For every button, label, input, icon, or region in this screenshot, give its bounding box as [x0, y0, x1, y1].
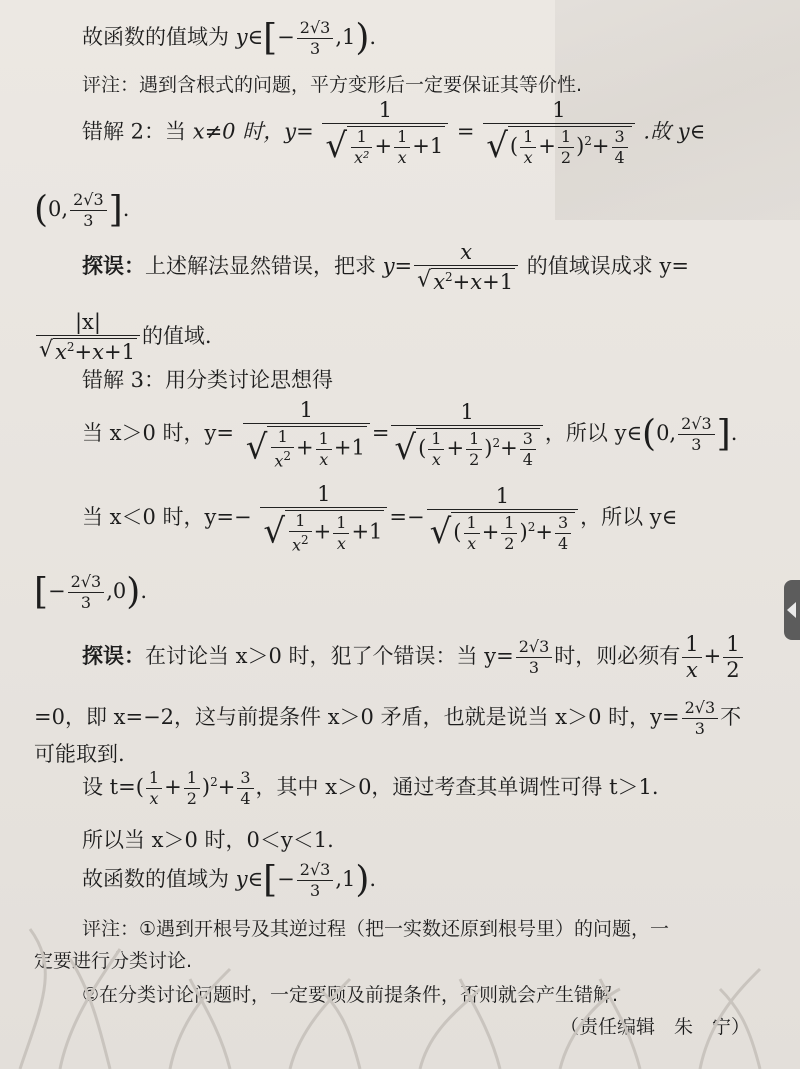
- fraction-x-sqrt: $\frac{x}{√x^2+x+1}$: [414, 242, 518, 293]
- side-tab[interactable]: [784, 580, 800, 640]
- comment-2b: 定要进行分类讨论.: [34, 950, 193, 972]
- contradiction-line-2: 可能取到.: [34, 742, 125, 766]
- editor-credit: （责任编辑 朱 宁）: [560, 1016, 751, 1038]
- so-line: 所以当 x＞0 时，0＜y＜1.: [82, 828, 334, 852]
- math: y∈: [235, 25, 264, 49]
- fraction-2sqrt3-3: $\frac{2√3}{3}$: [297, 20, 334, 57]
- explore-error-1: 探误：上述解法显然错误，把求 y= $\frac{x}{√x^2+x+1}$ 的值域误成求 y=: [82, 240, 689, 294]
- interval-0-2sqrt3-3: (0, $\frac{2√3}{3}$ ].: [34, 189, 130, 231]
- text: 故函数的值域为: [82, 25, 229, 49]
- case-positive: 当 x＞0 时，y= 1 √ $\frac{1}{x^2}$ + $\frac{1}{x}$ +1 = 1 √( $\frac{1}{x}$ + $\frac{1}{2}$ )$^2$+ $\frac{3}{4}$ ，所以 y∈(0, $\frac{2√3}{3}$ ].: [82, 398, 738, 471]
- fraction-absx-sqrt: $\frac{|x|}{√x^2+x+1}$: [36, 312, 140, 363]
- value-range-line-1: 故函数的值域为 y∈[− $\frac{2√3}{3}$ ,1).: [82, 17, 377, 59]
- explore-error-1b: $\frac{|x|}{√x^2+x+1}$ 的值域.: [34, 312, 212, 363]
- interval-neg: [− $\frac{2√3}{3}$ ,0).: [34, 571, 147, 613]
- wrong-solution-2: 错解 2：当 x≠0 时，y= 1 √ $\frac{1}{\text{x²}}$ + $\frac{1}{x}$ +1 = 1 √( $\frac{1}{x}$ + $\frac{1}{2}$ )$^2$+ $\frac{3}{4}$ .故 y∈: [82, 98, 706, 167]
- explore-error-2: 探误：在讨论当 x＞0 时，犯了个错误：当 y= $\frac{2√3}{3}$ 时，则必须有 $\frac{1}{x}$ + $\frac{1}{2}$: [82, 634, 745, 681]
- wrong-solution-3: 错解 3：用分类讨论思想得: [82, 368, 334, 392]
- comment-1: 评注：遇到含根式的问题，平方变形后一定要保证其等价性.: [82, 74, 583, 96]
- grass-decoration: [0, 909, 800, 1069]
- fraction-nested-1: 1 √ $\frac{1}{\text{x²}}$ + $\frac{1}{x}$ +1: [322, 100, 448, 166]
- comment-3: ②在分类讨论问题时，一定要顾及前提条件，否则就会产生错解.: [82, 984, 619, 1006]
- contradiction-line: =0，即 x=−2，这与前提条件 x＞0 矛盾，也就是说当 x＞0 时，y= $\frac{2√3}{3}$ 不: [34, 698, 742, 738]
- set-t-line: 设 t=( $\frac{1}{x}$ + $\frac{1}{2}$ )$^2$+ $\frac{3}{4}$ ，其中 x＞0，通过考查其单调性可得 t＞1.: [82, 768, 659, 808]
- fraction-nested-2: 1 √( $\frac{1}{x}$ + $\frac{1}{2}$ )$^2$+ $\frac{3}{4}$: [483, 100, 635, 166]
- comment-2a: 评注：①遇到开根号及其逆过程（把一实数还原到根号里）的问题，一: [82, 918, 670, 940]
- case-negative: 当 x＜0 时，y=− 1 √ $\frac{1}{x^2}$ + $\frac{1}{x}$ +1 =− 1 √( $\frac{1}{x}$ + $\frac{1}{2}$ )$^2$+ $\frac{3}{4}$ ，所以 y∈: [82, 482, 678, 555]
- final-range: 故函数的值域为 y∈[− $\frac{2√3}{3}$ ,1).: [82, 859, 377, 901]
